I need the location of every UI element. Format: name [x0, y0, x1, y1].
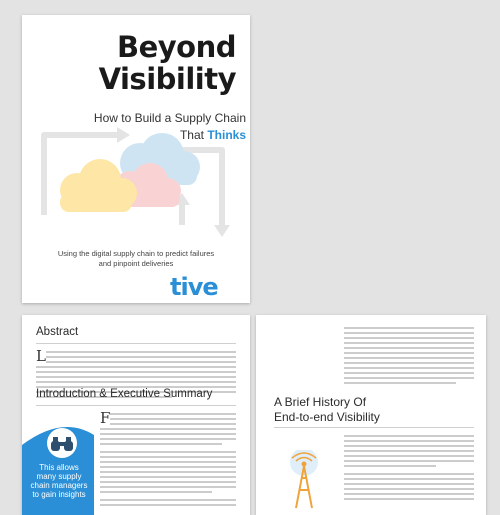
binoculars-icon	[50, 436, 74, 452]
abstract-page	[22, 315, 250, 515]
clouds-with-arrows-icon	[22, 95, 250, 245]
cover-tagline-line1: Using the digital supply chain to predict failures	[57, 249, 215, 258]
tive-logo: tive	[170, 273, 218, 301]
history-rule	[274, 427, 474, 428]
svg-text:F: F	[100, 409, 111, 427]
abstract-heading: Abstract	[36, 326, 79, 338]
cover-page	[22, 15, 250, 303]
subtitle-accent: Thinks	[207, 128, 246, 142]
cover-subtitle-line1: How to Build a Supply Chain	[93, 111, 246, 125]
history-heading-line1: A Brief History Of	[274, 395, 367, 409]
callout-text	[24, 463, 94, 499]
history-page	[256, 315, 486, 515]
page3-top-text	[256, 323, 486, 393]
callout-line2: many supply	[36, 472, 82, 481]
cover-tagline-line2: and pinpoint deliveries	[98, 259, 174, 268]
abstract-rule	[36, 343, 236, 344]
cover-title-line2: Visibility	[98, 62, 236, 96]
callout-line4: to gain insights	[32, 490, 86, 499]
callout-line1: This allows	[39, 463, 79, 472]
intro-heading: Introduction & Executive Summary	[36, 388, 213, 400]
subtitle-prefix: That	[179, 128, 208, 142]
history-heading-line2: End-to-end Visibility	[274, 410, 380, 424]
callout-line3: chain managers	[30, 481, 88, 490]
svg-text:L: L	[36, 347, 46, 365]
radio-tower-icon	[284, 450, 324, 510]
intro-rule	[36, 405, 236, 406]
cover-title-line1: Beyond	[116, 30, 236, 64]
